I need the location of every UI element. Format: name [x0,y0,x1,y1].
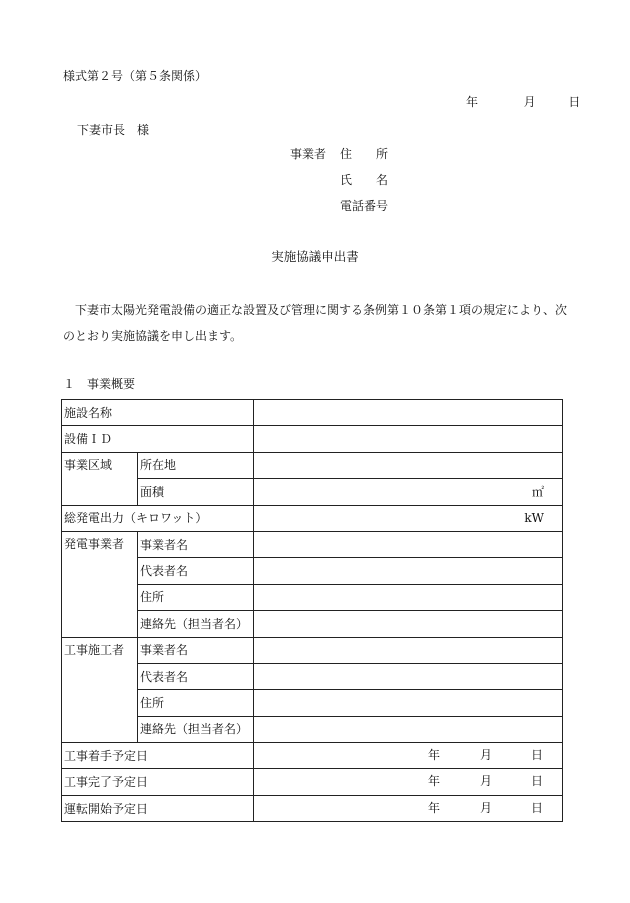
area-field[interactable] [254,479,563,505]
construction-end-field[interactable] [254,769,563,795]
document-title: 実施協議申出書 [271,249,359,264]
table-row [62,637,563,663]
table-row [62,690,563,716]
table-row [62,426,563,452]
operator-name-field[interactable] [254,531,563,557]
output-unit: kW [524,511,545,526]
table-row [62,584,563,610]
table-row [62,400,563,426]
table-row [62,663,563,689]
date-month-label: 月 [480,774,493,789]
contractor-address-field[interactable] [254,690,563,716]
applicant-label: 事業者 [290,147,327,161]
date-year-label: 年 [466,95,479,109]
table-row [62,743,563,769]
location-field[interactable] [254,452,563,478]
operator-address-field[interactable] [254,584,563,610]
table-row [62,479,563,505]
construction-start-field[interactable] [254,743,563,769]
operation-start-field[interactable] [254,795,563,821]
operator-contact-label: 連絡先（担当者名） [138,611,254,637]
operation-start-label: 運転開始予定日 [62,795,254,821]
area-label: 面積 [138,479,254,505]
contractor-name-label: 事業者名 [138,637,254,663]
submission-date [466,96,580,108]
date-month-label: 月 [480,800,493,815]
contractor-representative-field[interactable] [254,663,563,689]
contractor-contact-field[interactable] [254,716,563,742]
applicant-address-label: 住 所 [340,147,389,161]
date-year-label: 年 [428,800,441,815]
project-area-label: 事業区域 [62,452,138,505]
contractor-address-label: 住所 [138,690,254,716]
total-output-field[interactable] [254,505,563,531]
operator-representative-label: 代表者名 [138,558,254,584]
construction-start-label: 工事着手予定日 [62,743,254,769]
facility-name-label: 施設名称 [62,400,254,426]
operator-representative-field[interactable] [254,558,563,584]
table-row [62,452,563,478]
date-year-label: 年 [428,747,441,762]
date-day-label: 日 [531,747,544,762]
table-row [62,716,563,742]
form-number: 様式第２号（第５条関係） [63,69,208,83]
date-year-label: 年 [428,774,441,789]
date-day-label: 日 [568,95,581,109]
area-unit: ㎡ [532,484,545,499]
table-row [62,769,563,795]
location-label: 所在地 [138,452,254,478]
construction-end-label: 工事完了予定日 [62,769,254,795]
applicant-phone-label: 電話番号 [340,199,389,213]
facility-name-field[interactable] [254,400,563,426]
construction-contractor-label: 工事施工者 [62,637,138,743]
table-row [62,558,563,584]
table-row [62,795,563,821]
contractor-representative-label: 代表者名 [138,663,254,689]
project-summary-table [61,399,563,822]
operator-contact-field[interactable] [254,611,563,637]
body-text: 下妻市太陽光発電設備の適正な設置及び管理に関する条例第１０条第１項の規定により、次のとおり実施協議を申し出ます。 [63,303,568,343]
applicant-name-label: 氏 名 [340,173,389,187]
table-row [62,611,563,637]
operator-name-label: 事業者名 [138,531,254,557]
table-row [62,531,563,557]
equipment-id-label: 設備ＩＤ [62,426,254,452]
operator-address-label: 住所 [138,584,254,610]
contractor-contact-label: 連絡先（担当者名） [138,716,254,742]
power-operator-label: 発電事業者 [62,531,138,637]
date-day-label: 日 [531,774,544,789]
section-heading: １ 事業概要 [63,377,136,391]
date-month-label: 月 [480,747,493,762]
equipment-id-field[interactable] [254,426,563,452]
contractor-name-field[interactable] [254,637,563,663]
table-row [62,505,563,531]
date-month-label: 月 [523,95,536,109]
date-day-label: 日 [531,800,544,815]
total-output-label: 総発電出力（キロワット） [62,505,254,531]
addressee: 下妻市長 様 [77,123,150,137]
